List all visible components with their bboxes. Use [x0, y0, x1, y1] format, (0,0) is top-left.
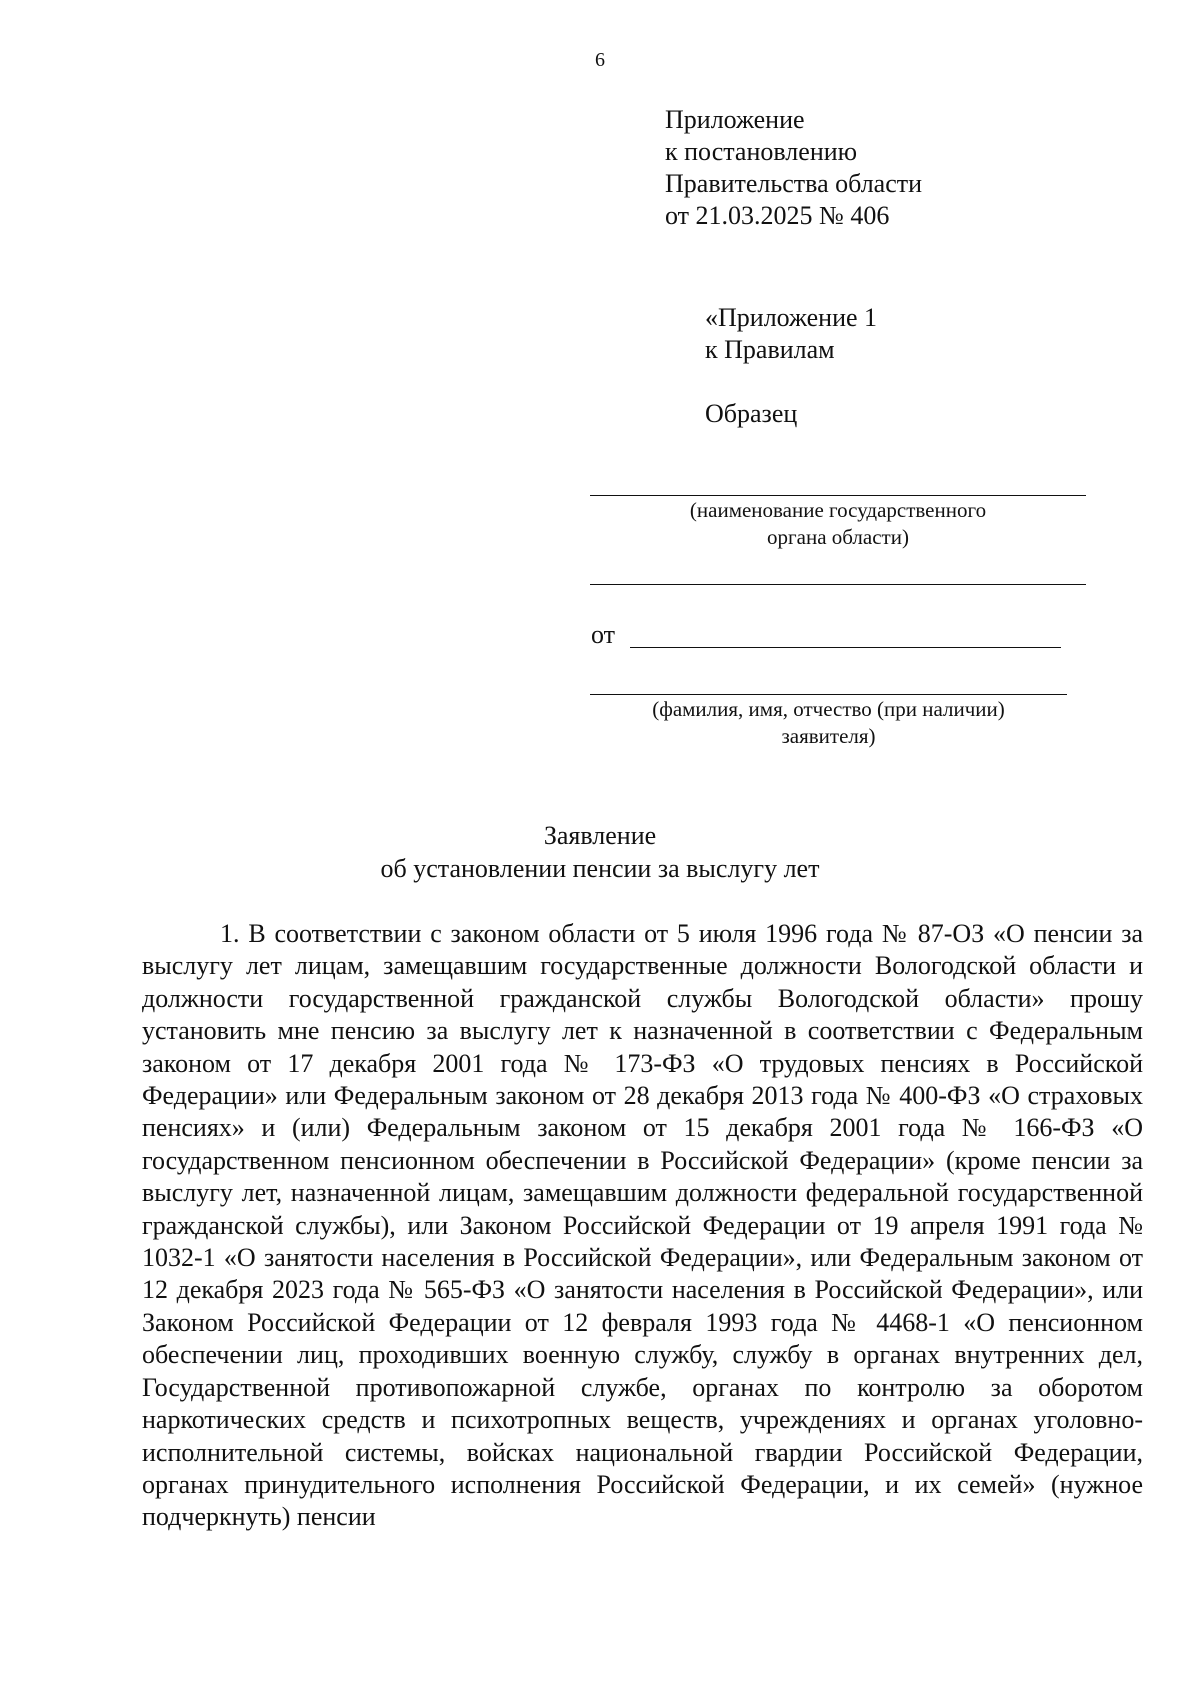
application-paragraph-1: 1. В соответствии с законом области от 5 июля 1996 года № 87-ОЗ «О пенсии за выслугу лет лицам, замещавшим государственные должности Вологодской области и должности государственной гражданской службы Вологодской области» прошу установить мне пенсию за выслугу лет к назначенной в соответствии с Федеральным законом от 17 декабря 2001 года № 173-ФЗ «О трудовых пенсиях в Российской Федерации» или Федеральным законом от 28 декабря 2013 года № 400-ФЗ «О страховых пенсиях» и (или) Федеральным законом от 15 декабря 2001 года № 166-ФЗ «О государственном пенсионном обеспечении в Российской Федерации» (кроме пенсии за выслугу лет, назначенной лицам, замещавшим должности федеральной государственной гражданской службы), или Законом Российской Федерации от 19 апреля 1991 года № 1032-1 «О занятости населения в Российской Федерации», или Федеральным законом от 12 декабря 2023 года № 565-ФЗ «О занятости населения в Российской Федерации», или Законом Российской Федерации от 12 февраля 1993 года № 4468-1 «О пенсионном обеспечении лиц, проходивших военную службу, службу в органах внутренних дел, Государственной противопожарной службе, органах по контролю за оборотом наркотических средств и психотропных веществ, учреждениях и органах уголовно-исполнительной системы, войсках национальной гвардии Российской Федерации, органах принудительного исполнения Российской Федерации, и их семей» (нужное подчеркнуть) пенсии	[142, 919, 1143, 1532]
caption-line: (фамилия, имя, отчество (при наличии)	[652, 697, 1005, 721]
approval-stamp-block	[665, 104, 922, 232]
caption-line: заявителя)	[781, 724, 876, 748]
approval-date-number: от 21.03.2025 № 406	[665, 201, 890, 230]
appendix-line: «Приложение 1	[705, 303, 878, 332]
appendix-reference-block	[705, 302, 877, 366]
appendix-line: к Правилам	[705, 335, 835, 364]
document-subtitle: об установлении пенсии за выслугу лет	[380, 854, 820, 883]
org-name-caption	[590, 497, 1086, 551]
caption-line: органа области)	[767, 525, 909, 549]
caption-line: (наименование государственного	[689, 498, 987, 522]
org-name-second-blank-line	[590, 584, 1086, 585]
from-label: от	[591, 620, 616, 649]
approval-line: Правительства области	[665, 169, 923, 198]
applicant-blank-line	[630, 647, 1061, 648]
approval-line: Приложение	[665, 105, 805, 134]
applicant-caption	[590, 696, 1067, 750]
document-title: Заявление	[543, 821, 657, 850]
page-number: 6	[595, 49, 605, 71]
approval-line: к постановлению	[665, 137, 858, 166]
applicant-second-blank-line	[590, 694, 1067, 695]
org-name-blank-line	[590, 495, 1086, 496]
sample-label: Образец	[705, 399, 798, 428]
